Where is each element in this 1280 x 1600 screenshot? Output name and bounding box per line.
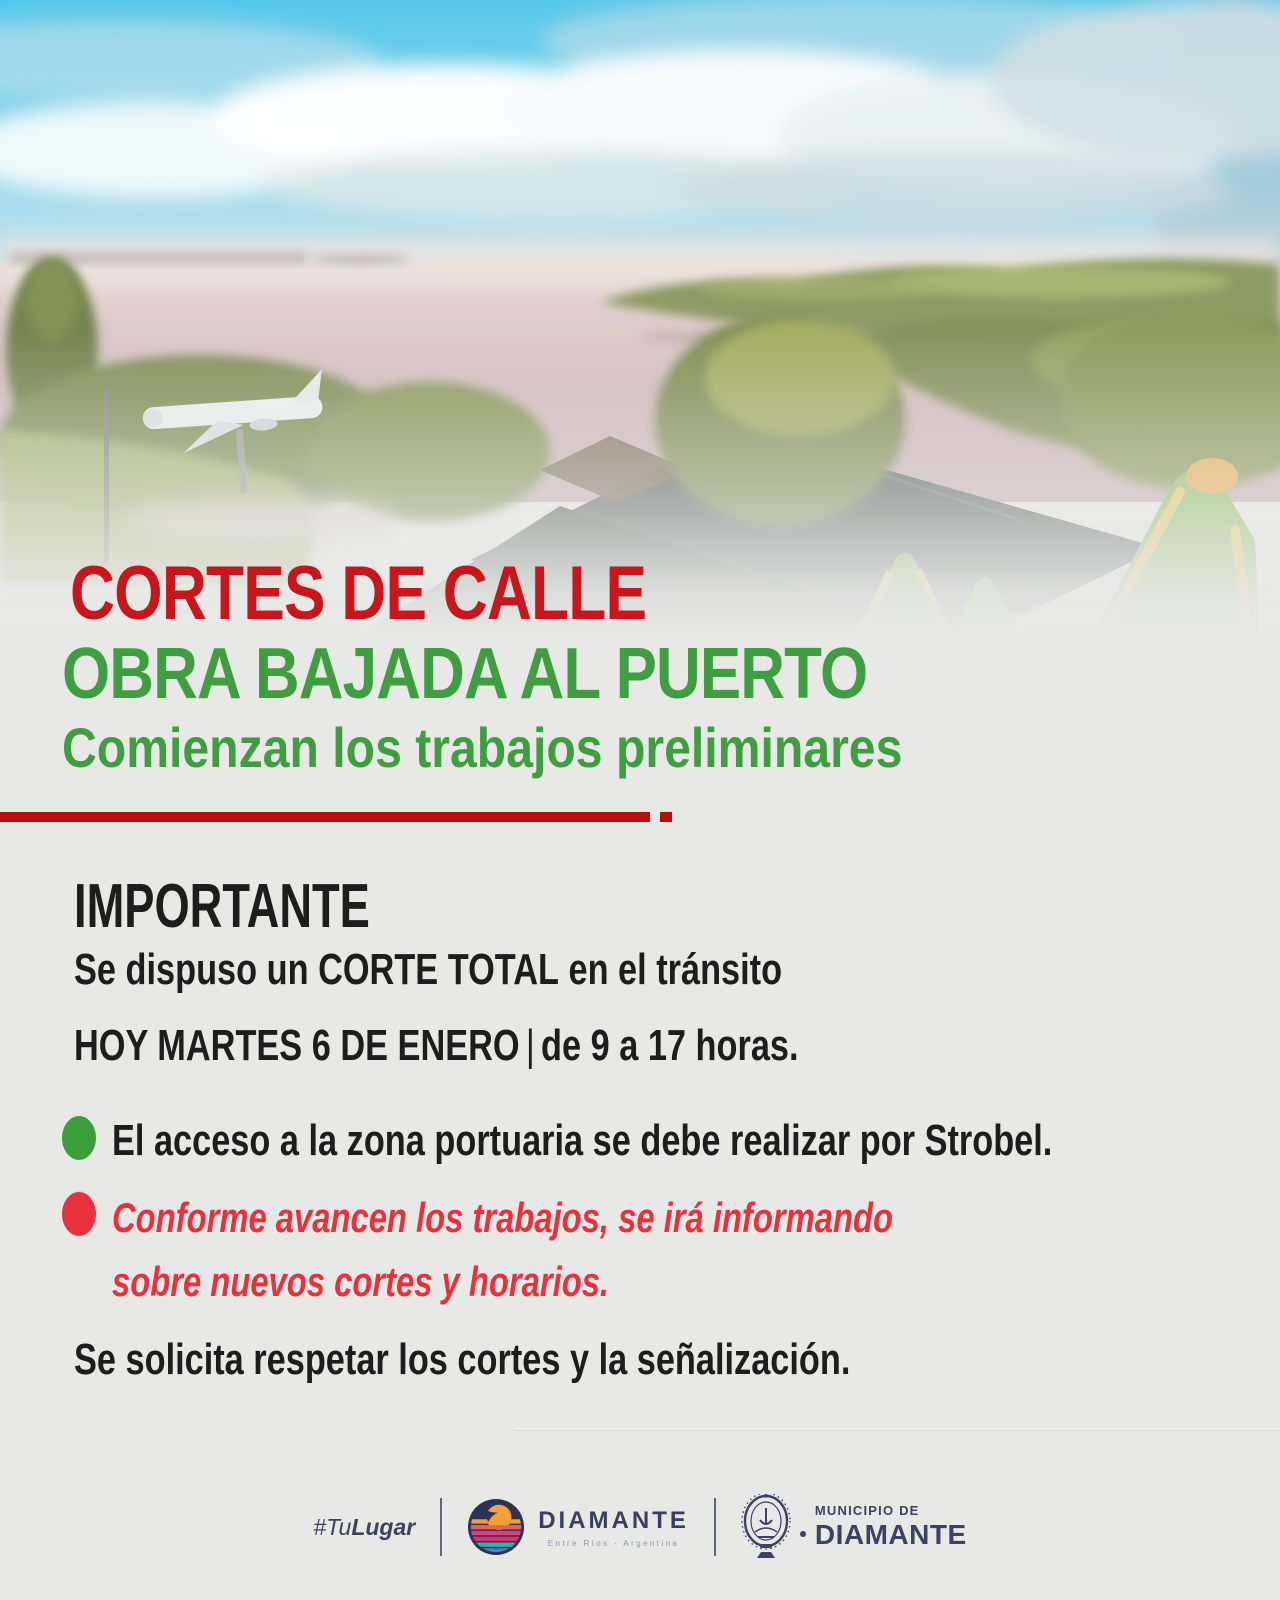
footer-divider xyxy=(515,1428,1280,1431)
headline-title xyxy=(62,634,998,714)
traffic-cut-text xyxy=(74,946,782,994)
footer-separator-bar xyxy=(440,1498,442,1556)
headline-kicker xyxy=(70,551,773,636)
access-bullet-line: El acceso a la zona portuaria se debe realizar por Strobel. xyxy=(112,1116,1053,1165)
hashtag-emphasis: Lugar xyxy=(351,1513,416,1540)
municipality-line1: MUNICIPIO DE xyxy=(814,1503,920,1518)
schedule-pipe: | xyxy=(525,1021,535,1070)
closing-line xyxy=(74,1336,1069,1384)
tourism-brand-name: DIAMANTE xyxy=(538,1506,689,1534)
tourism-sunset-icon xyxy=(467,1498,525,1556)
crest-separator-dot xyxy=(800,1531,806,1537)
updates-bullet-row xyxy=(62,1190,1113,1322)
headline-title-text: OBRA BAJADA AL PUERTO xyxy=(62,634,868,714)
traffic-cut-line xyxy=(74,946,982,994)
important-heading-text: IMPORTANTE xyxy=(74,872,370,941)
red-divider-dash xyxy=(660,812,672,822)
municipal-crest-icon xyxy=(741,1494,791,1560)
important-heading xyxy=(74,872,479,941)
red-divider xyxy=(0,812,650,822)
municipality-text xyxy=(815,1503,967,1551)
headline-subtitle-text: Comienzan los trabajos preliminares xyxy=(62,716,903,779)
hashtag-prefix: #Tu xyxy=(313,1513,352,1540)
red-bullet-icon xyxy=(62,1192,96,1236)
updates-line-1: Conforme avancen los trabajos, se irá informando xyxy=(112,1194,893,1241)
headline-subtitle xyxy=(62,716,1039,779)
schedule-line xyxy=(74,1022,1003,1070)
green-bullet-icon xyxy=(62,1116,96,1160)
traffic-cut-suffix: en el tránsito xyxy=(558,945,783,994)
closing-text: Se solicita respetar los cortes y la señalización. xyxy=(74,1335,851,1384)
tourism-logo xyxy=(467,1498,689,1556)
schedule-time: de 9 a 17 horas. xyxy=(541,1021,799,1070)
access-bullet-row xyxy=(62,1116,1280,1164)
headline-kicker-text: CORTES DE CALLE xyxy=(70,551,647,636)
traffic-cut-emphasis: CORTE TOTAL xyxy=(318,945,559,994)
schedule-text xyxy=(74,1022,799,1070)
hashtag-tulugar xyxy=(313,1514,415,1541)
traffic-cut-prefix: Se dispuso un xyxy=(74,945,319,994)
footer-separator-bar xyxy=(714,1498,716,1556)
tourism-brand-text xyxy=(538,1507,689,1548)
access-bullet-text xyxy=(112,1116,1280,1164)
tourism-tagline: Entre Ríos · Argentina xyxy=(547,1538,680,1548)
municipality-logo xyxy=(741,1494,967,1560)
footer-logos xyxy=(0,1472,1280,1582)
updates-bullet-text xyxy=(112,1190,1113,1322)
updates-line-2: sobre nuevos cortes y horarios. xyxy=(112,1258,610,1305)
municipality-line2: DIAMANTE xyxy=(814,1519,967,1550)
schedule-day: HOY MARTES 6 DE ENERO xyxy=(74,1021,520,1070)
